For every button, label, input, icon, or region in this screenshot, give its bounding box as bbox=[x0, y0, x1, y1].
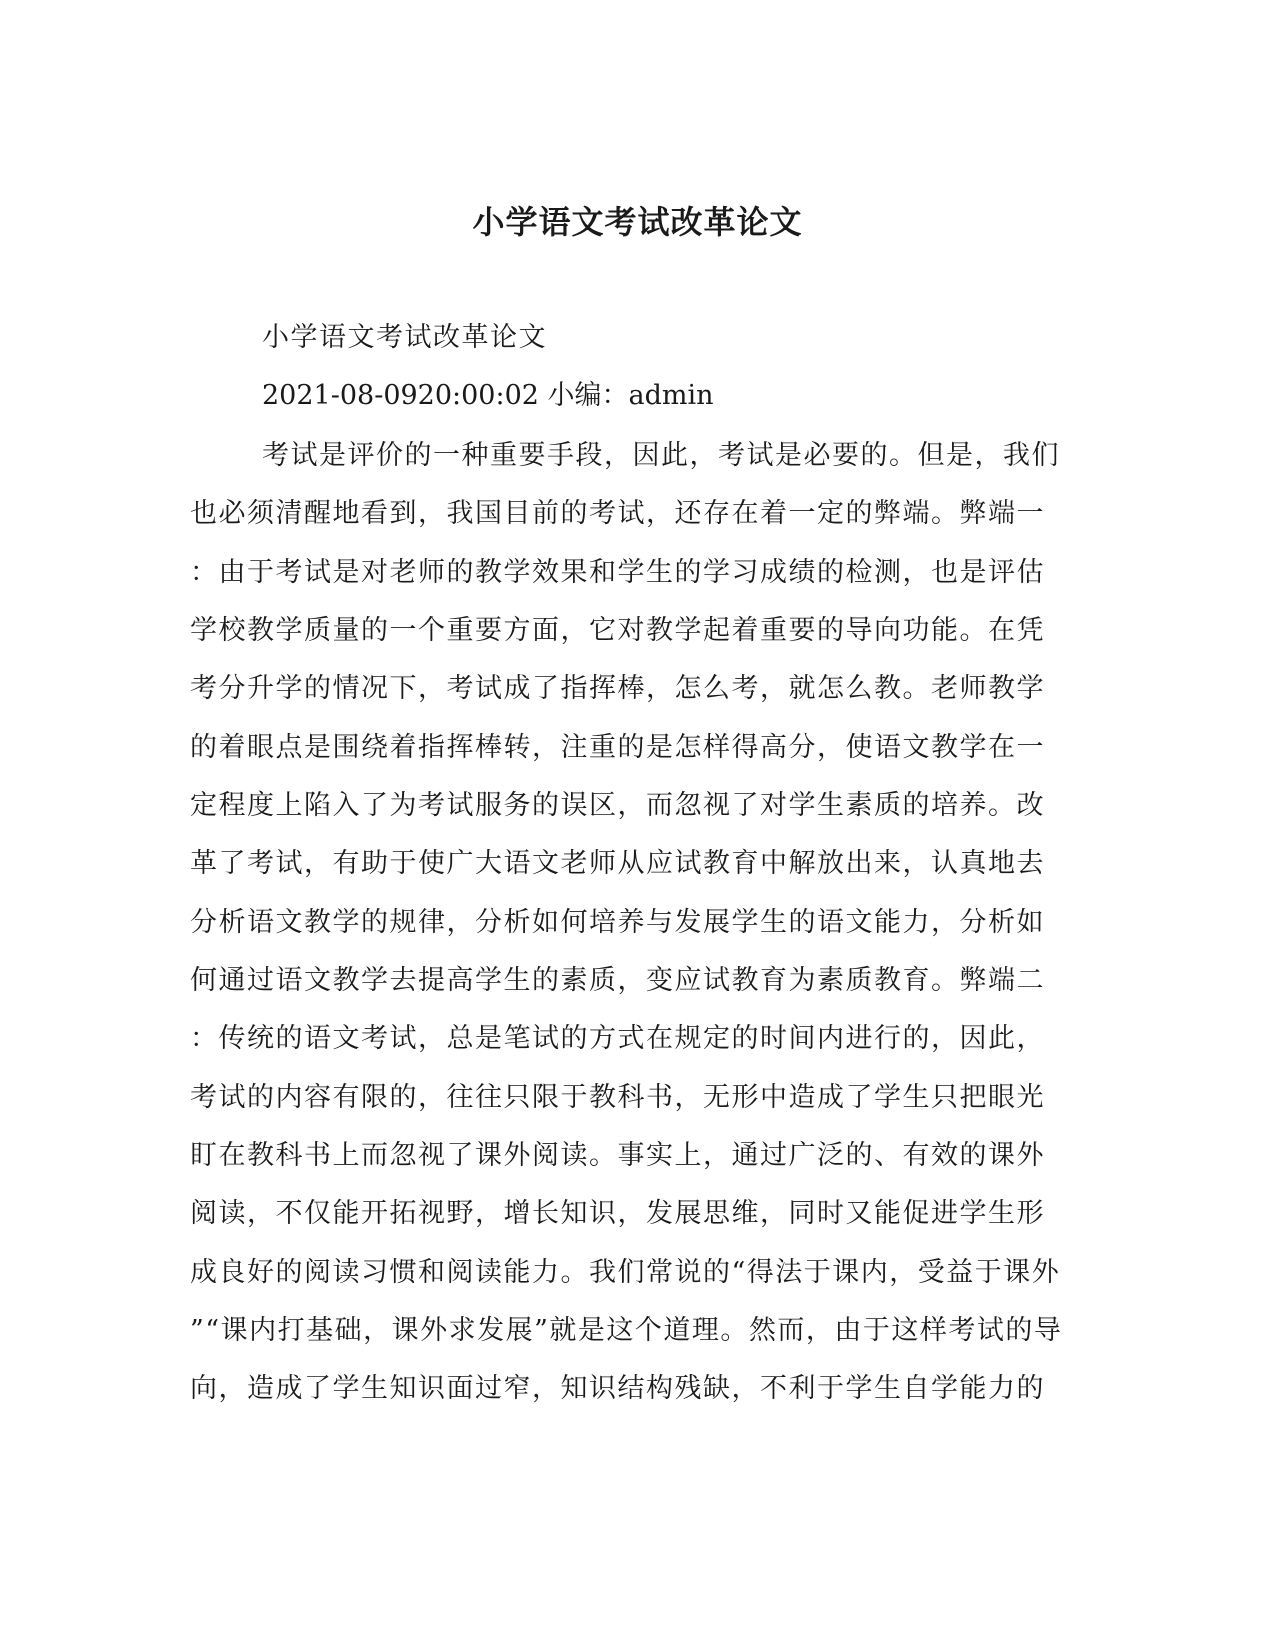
body-line: 阅读，不仅能开拓视野，增长知识，发展思维，同时又能促进学生形 bbox=[190, 1198, 1045, 1229]
body-line: ”“课内打基础，课外求发展”就是这个道理。然而，由于这样考试的导 bbox=[190, 1315, 1063, 1346]
body-line: 也必须清醒地看到，我国目前的考试，还存在着一定的弊端。弊端一 bbox=[190, 498, 1045, 529]
body-line: 盯在教科书上而忽视了课外阅读。事实上，通过广泛的、有效的课外 bbox=[190, 1140, 1045, 1171]
body-line: 定程度上陷入了为考试服务的误区，而忽视了对学生素质的培养。改 bbox=[190, 790, 1045, 821]
article-meta: 2021-08-0920:00:02 小编：admin bbox=[262, 380, 714, 411]
body-line: 何通过语文教学去提高学生的素质，变应试教育为素质教育。弊端二 bbox=[190, 965, 1045, 996]
body-line: 革了考试，有助于使广大语文老师从应试教育中解放出来，认真地去 bbox=[190, 848, 1045, 879]
body-line: 学校教学质量的一个重要方面，它对教学起着重要的导向功能。在凭 bbox=[190, 615, 1045, 646]
body-line: 向，造成了学生知识面过窄，知识结构残缺，不利于学生自学能力的 bbox=[190, 1373, 1045, 1404]
body-line: 成良好的阅读习惯和阅读能力。我们常说的“得法于课内，受益于课外 bbox=[190, 1257, 1061, 1288]
article-heading: 小学语文考试改革论文 bbox=[262, 322, 547, 353]
body-line: ：传统的语文考试，总是笔试的方式在规定的时间内进行的，因此， bbox=[190, 1023, 1045, 1054]
document-title: 小学语文考试改革论文 bbox=[472, 203, 803, 241]
body-line: 考分升学的情况下，考试成了指挥棒，怎么考，就怎么教。老师教学 bbox=[190, 673, 1045, 704]
body-line: 考试是评价的一种重要手段，因此，考试是必要的。但是，我们 bbox=[262, 440, 1060, 471]
body-line: 分析语文教学的规律，分析如何培养与发展学生的语文能力，分析如 bbox=[190, 907, 1045, 938]
body-line: ：由于考试是对老师的教学效果和学生的学习成绩的检测，也是评估 bbox=[190, 557, 1045, 588]
body-line: 考试的内容有限的，往往只限于教科书，无形中造成了学生只把眼光 bbox=[190, 1082, 1045, 1113]
body-line: 的着眼点是围绕着指挥棒转，注重的是怎样得高分，使语文教学在一 bbox=[190, 732, 1045, 763]
